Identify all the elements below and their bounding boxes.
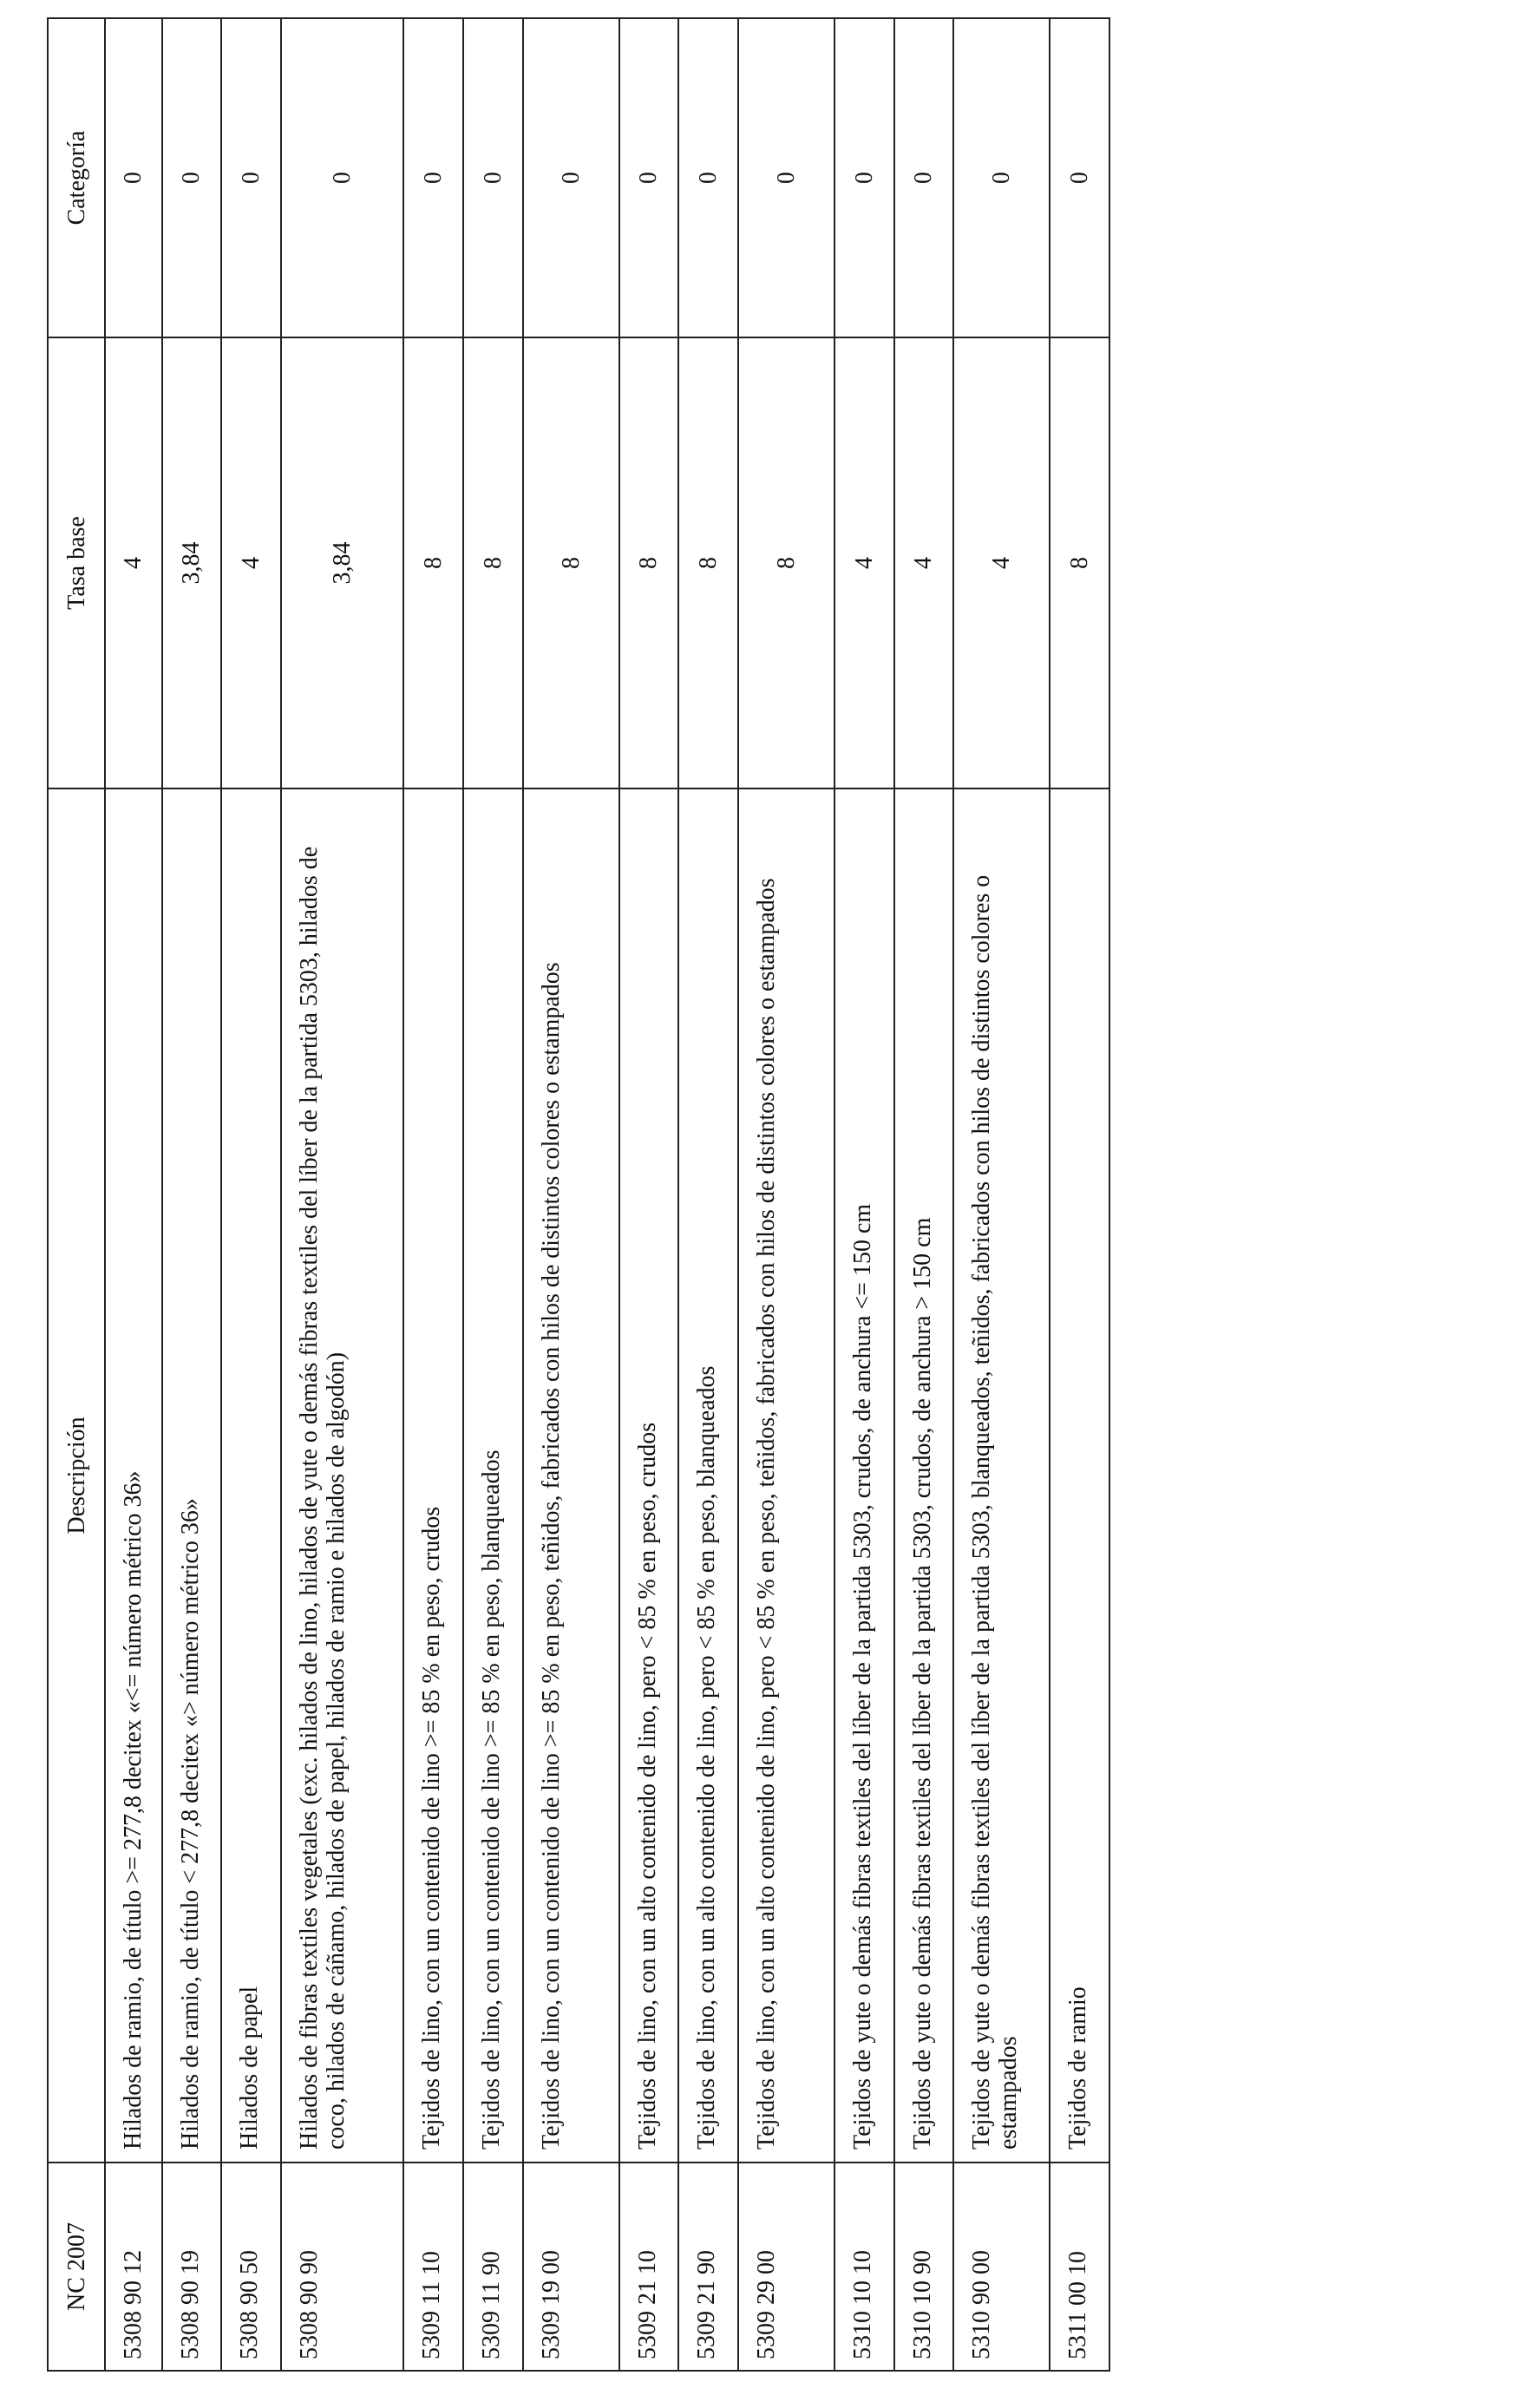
rate-cell: 8 (523, 337, 619, 788)
table-row (678, 18, 738, 2371)
header-code: NC 2007 (48, 2163, 105, 2371)
category-cell: 0 (738, 18, 834, 337)
table-row (162, 18, 222, 2371)
code-cell: 5309 21 10 (619, 2163, 679, 2371)
description-cell: Hilados de ramio, de título < 277,8 decitex «> número métrico 36» (162, 788, 222, 2163)
rate-cell: 8 (738, 337, 834, 788)
rate-cell: 8 (619, 337, 679, 788)
category-cell: 0 (1050, 18, 1109, 337)
description-cell: Tejidos de lino, con un alto contenido de lino, pero < 85 % en peso, crudos (619, 788, 679, 2163)
rate-cell: 4 (894, 337, 954, 788)
category-cell: 0 (953, 18, 1050, 337)
rate-cell: 8 (403, 337, 463, 788)
category-cell: 0 (162, 18, 222, 337)
category-cell: 0 (281, 18, 403, 337)
code-cell: 5310 90 00 (953, 2163, 1050, 2371)
table-row (463, 18, 523, 2371)
code-cell: 5311 00 10 (1050, 2163, 1109, 2371)
header-row (48, 18, 105, 2371)
category-cell: 0 (619, 18, 679, 337)
rate-cell: 8 (678, 337, 738, 788)
description-cell: Tejidos de yute o demás fibras textiles del líber de la partida 5303, blanqueados, teñidos, fabricados con hilos de distintos colores o estampados (953, 788, 1050, 2163)
description-cell: Tejidos de lino, con un alto contenido de lino, pero < 85 % en peso, teñidos, fabricados con hilos de distintos colores o estampados (738, 788, 834, 2163)
description-cell: Hilados de papel (221, 788, 281, 2163)
table-row (894, 18, 954, 2371)
category-cell: 0 (221, 18, 281, 337)
table-row (281, 18, 403, 2371)
description-cell: Tejidos de yute o demás fibras textiles del líber de la partida 5303, crudos, de anchura <= 150 cm (834, 788, 894, 2163)
code-cell: 5308 90 19 (162, 2163, 222, 2371)
description-cell: Hilados de ramio, de título >= 277,8 decitex «<= número métrico 36» (105, 788, 162, 2163)
description-cell: Tejidos de lino, con un alto contenido de lino, pero < 85 % en peso, blanqueados (678, 788, 738, 2163)
description-cell: Tejidos de lino, con un contenido de lino >= 85 % en peso, blanqueados (463, 788, 523, 2163)
table-row (953, 18, 1050, 2371)
category-cell: 0 (523, 18, 619, 337)
table-row (1050, 18, 1109, 2371)
code-cell: 5309 21 90 (678, 2163, 738, 2371)
rate-cell: 4 (953, 337, 1050, 788)
category-cell: 0 (463, 18, 523, 337)
rate-cell: 3,84 (162, 337, 222, 788)
description-cell: Tejidos de yute o demás fibras textiles del líber de la partida 5303, crudos, de anchura > 150 cm (894, 788, 954, 2163)
table-row (523, 18, 619, 2371)
table-row (403, 18, 463, 2371)
description-cell: Hilados de fibras textiles vegetales (exc. hilados de lino, hilados de yute o demás fibras textiles del líber de la partida 5303, hilados de coco, hilados de cáñamo, hilados de papel, hilados de ramio e hilados de algodón) (281, 788, 403, 2163)
table-row (105, 18, 162, 2371)
category-cell: 0 (403, 18, 463, 337)
rate-cell: 4 (221, 337, 281, 788)
rate-cell: 8 (1050, 337, 1109, 788)
header-description: Descripción (48, 788, 105, 2163)
rotated-page (47, 19, 1110, 2372)
code-cell: 5310 10 10 (834, 2163, 894, 2371)
table-row (738, 18, 834, 2371)
code-cell: 5309 29 00 (738, 2163, 834, 2371)
table-row (619, 18, 679, 2371)
category-cell: 0 (834, 18, 894, 337)
code-cell: 5308 90 90 (281, 2163, 403, 2371)
code-cell: 5310 10 90 (894, 2163, 954, 2371)
description-cell: Tejidos de ramio (1050, 788, 1109, 2163)
rate-cell: 3,84 (281, 337, 403, 788)
code-cell: 5309 19 00 (523, 2163, 619, 2371)
description-cell: Tejidos de lino, con un contenido de lino >= 85 % en peso, teñidos, fabricados con hilos de distintos colores o estampados (523, 788, 619, 2163)
code-cell: 5309 11 10 (403, 2163, 463, 2371)
description-cell: Tejidos de lino, con un contenido de lino >= 85 % en peso, crudos (403, 788, 463, 2163)
tariff-table (47, 17, 1110, 2372)
rate-cell: 8 (463, 337, 523, 788)
table-header (48, 18, 105, 2371)
header-base-rate: Tasa base (48, 337, 105, 788)
header-category: Categoría (48, 18, 105, 337)
category-cell: 0 (105, 18, 162, 337)
code-cell: 5308 90 50 (221, 2163, 281, 2371)
rate-cell: 4 (105, 337, 162, 788)
table-body (105, 18, 1109, 2371)
code-cell: 5309 11 90 (463, 2163, 523, 2371)
table-row (221, 18, 281, 2371)
code-cell: 5308 90 12 (105, 2163, 162, 2371)
rate-cell: 4 (834, 337, 894, 788)
category-cell: 0 (678, 18, 738, 337)
category-cell: 0 (894, 18, 954, 337)
table-row (834, 18, 894, 2371)
